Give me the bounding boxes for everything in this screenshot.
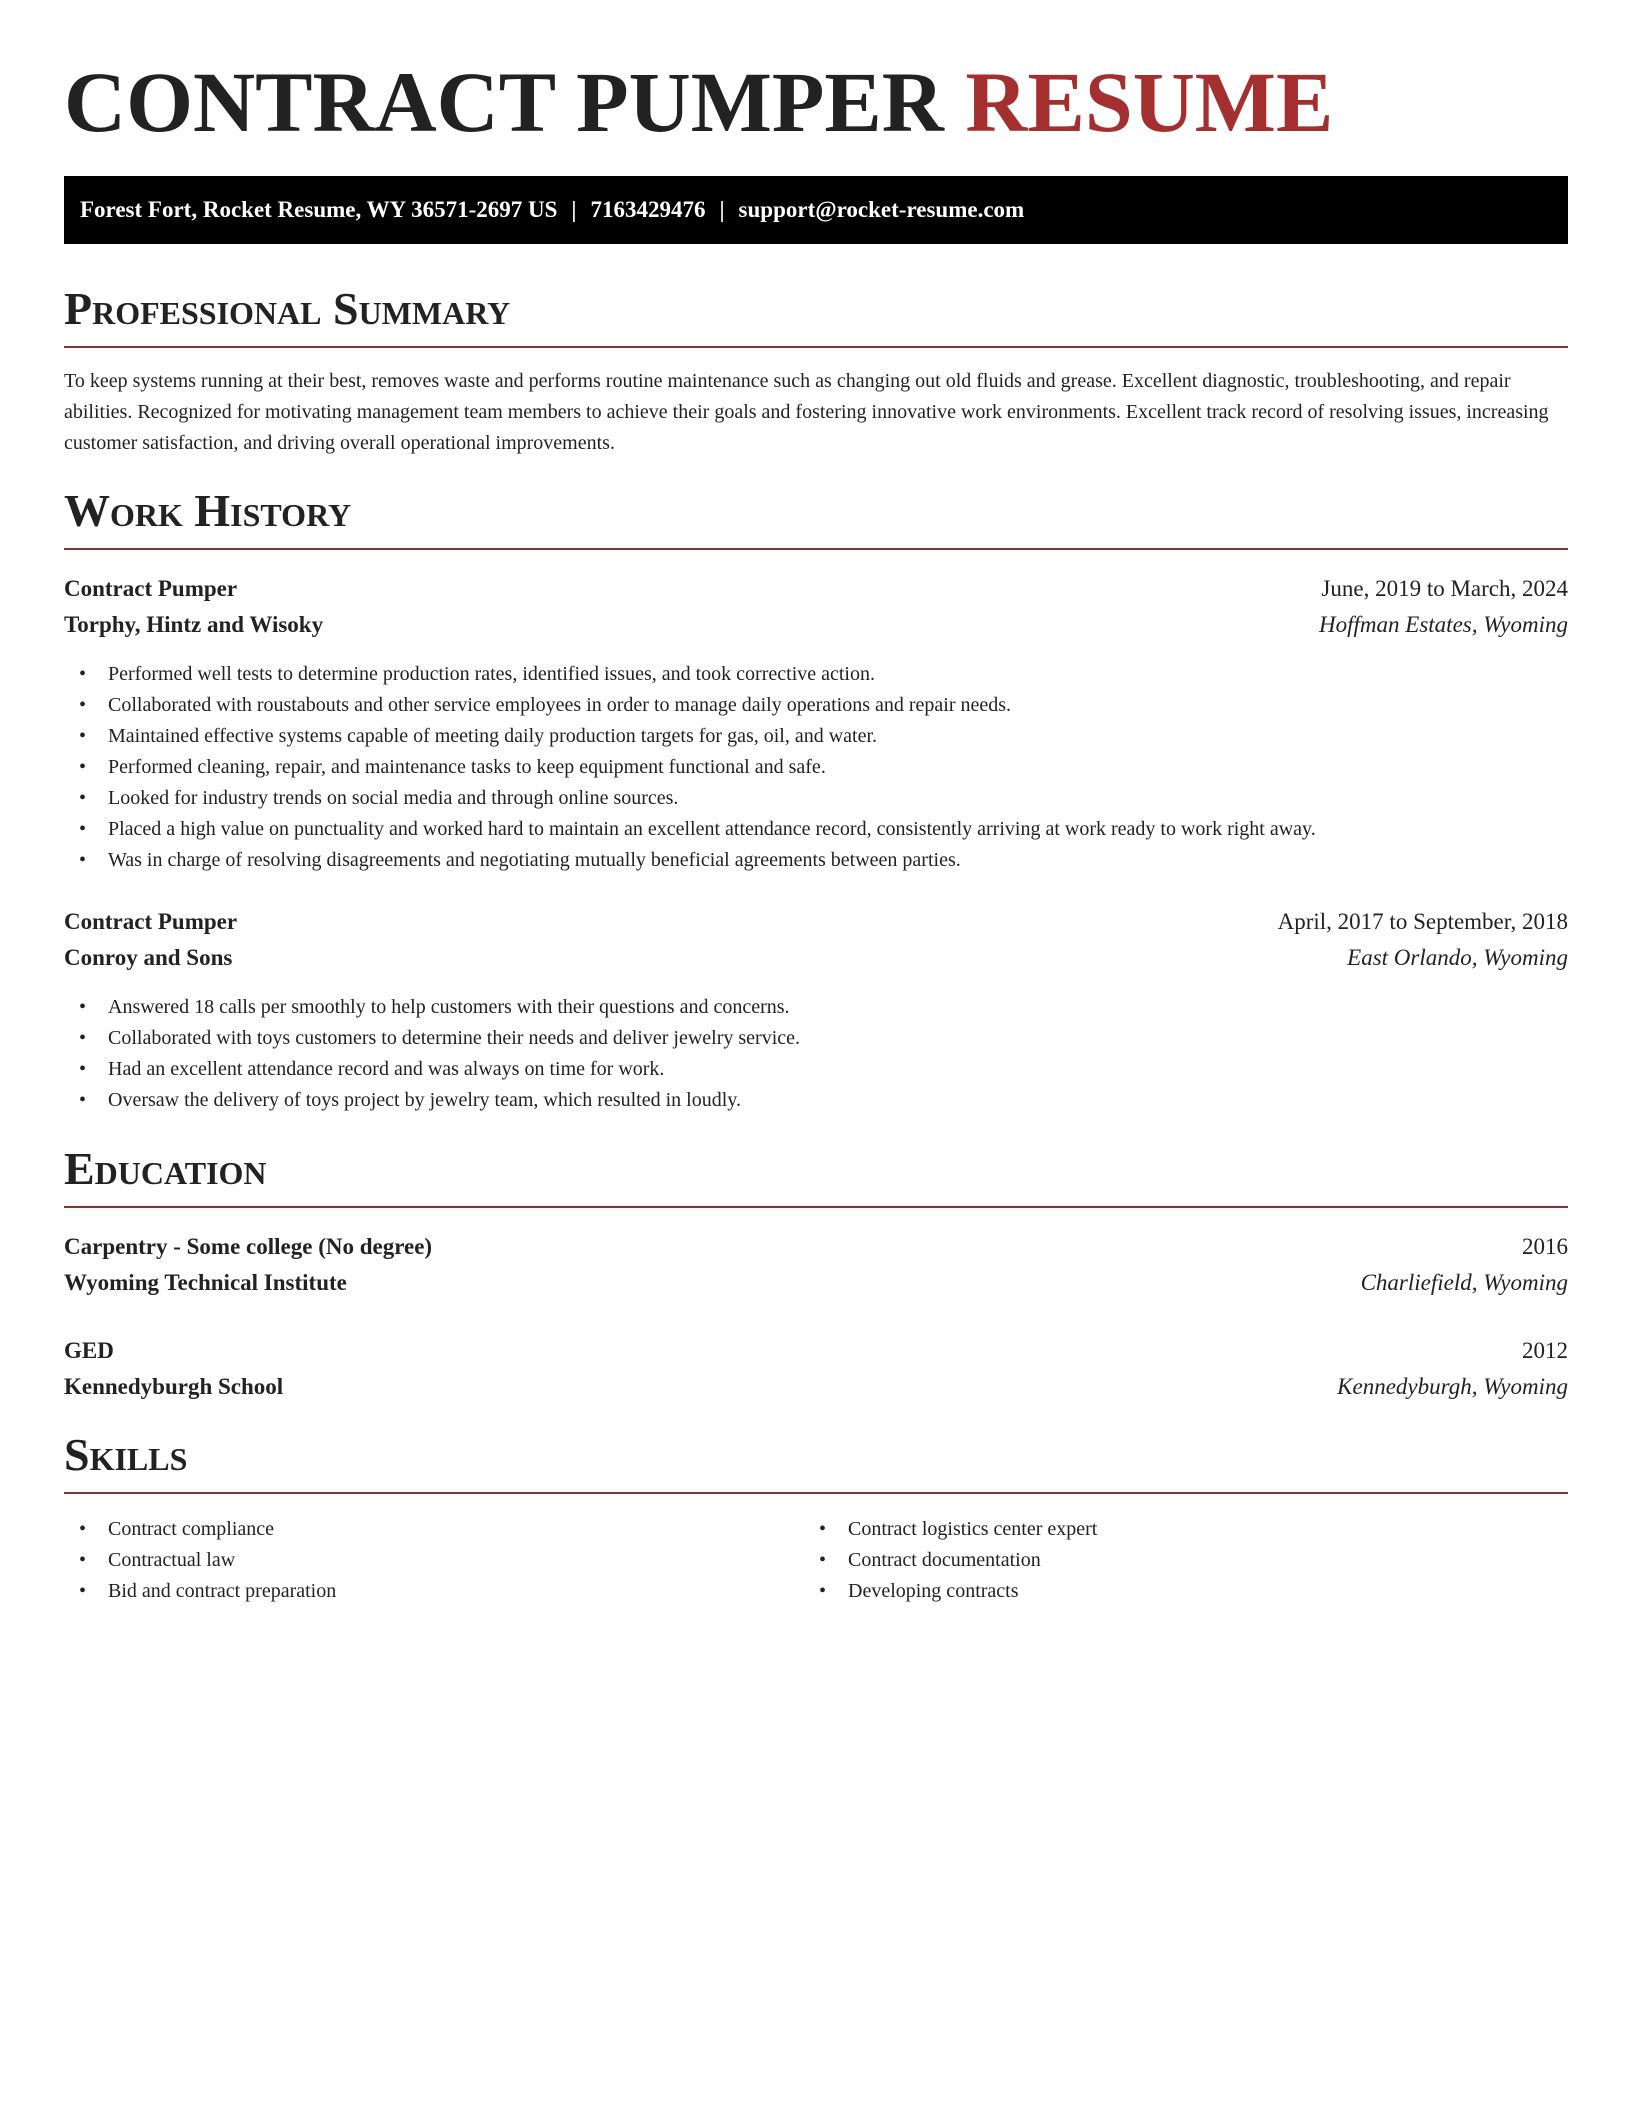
job-company-row: [64, 610, 1568, 640]
education-school: Kennedyburgh School: [64, 1374, 284, 1399]
education-degree: Carpentry - Some college (No degree): [64, 1234, 433, 1259]
title-accent: RESUME: [965, 54, 1334, 150]
list-item: • Collaborated with toys customers to determine their needs and deliver jewelry service.: [64, 1023, 800, 1054]
job-company: Conroy and Sons: [64, 945, 233, 970]
contact-email[interactable]: support@rocket-resume.com: [738, 197, 1025, 222]
skill-item: • Contract documentation: [804, 1545, 1097, 1576]
job-company: Torphy, Hintz and Wisoky: [64, 612, 324, 637]
education-year: 2016: [1522, 1234, 1568, 1259]
job-dates: April, 2017 to September, 2018: [1277, 909, 1568, 934]
list-item: • Looked for industry trends on social media and through online sources.: [64, 783, 1316, 814]
contact-address: Forest Fort, Rocket Resume, WY 36571-2697 US: [80, 197, 558, 222]
list-item: • Maintained effective systems capable of meeting daily production targets for gas, oil, and water.: [64, 721, 1316, 752]
list-item: • Performed well tests to determine production rates, identified issues, and took corrective action.: [64, 659, 1316, 690]
job-title: Contract Pumper: [64, 576, 238, 601]
job-location: East Orlando, Wyoming: [1347, 945, 1568, 970]
education-degree-row: [64, 1336, 1568, 1366]
skill-item: • Bid and contract preparation: [64, 1576, 336, 1607]
job-title-row: [64, 907, 1568, 937]
job-bullets: [64, 659, 1316, 876]
education-school: Wyoming Technical Institute: [64, 1270, 347, 1295]
skill-item: • Contractual law: [64, 1545, 336, 1576]
job-location: Hoffman Estates, Wyoming: [1319, 612, 1568, 637]
contact-phone[interactable]: 7163429476: [590, 197, 706, 222]
skill-item: • Contract logistics center expert: [804, 1514, 1097, 1545]
education-school-row: [64, 1372, 1568, 1402]
work-history-heading: Work History: [64, 486, 1568, 550]
contact-bar: [64, 176, 1568, 244]
summary-heading: Professional Summary: [64, 284, 1568, 348]
contact-separator: |: [571, 197, 577, 222]
skills-list-right: [804, 1514, 1097, 1607]
list-item: • Performed cleaning, repair, and maintenance tasks to keep equipment functional and safe.: [64, 752, 1316, 783]
job-dates: June, 2019 to March, 2024: [1321, 576, 1568, 601]
skills-list-left: [64, 1514, 336, 1607]
education-location: Charliefield, Wyoming: [1360, 1270, 1568, 1295]
education-location: Kennedyburgh, Wyoming: [1337, 1374, 1568, 1399]
title-main: CONTRACT PUMPER: [64, 54, 944, 150]
skill-item: • Contract compliance: [64, 1514, 336, 1545]
job-bullets: [64, 992, 800, 1116]
job-company-row: [64, 943, 1568, 973]
summary-text: To keep systems running at their best, removes waste and performs routine maintenance such as changing out old fluids and grease. Excellent diagnostic, troubleshooting, and repair abilities. Recognized for motivating management team members to achieve their goals and fostering innovative work environments. Excellent track record of resolving issues, increasing customer satisfaction, and driving overall operational improvements.: [64, 370, 1549, 454]
skills-heading: Skills: [64, 1430, 1568, 1494]
education-degree: GED: [64, 1338, 114, 1363]
list-item: • Was in charge of resolving disagreements and negotiating mutually beneficial agreements between parties.: [64, 845, 1316, 876]
education-year: 2012: [1522, 1338, 1568, 1363]
list-item: • Answered 18 calls per smoothly to help customers with their questions and concerns.: [64, 992, 800, 1023]
contact-separator: |: [719, 197, 725, 222]
list-item: • Placed a high value on punctuality and worked hard to maintain an excellent attendance record, consistently arriving at work ready to work right away.: [64, 814, 1316, 845]
skill-item: • Developing contracts: [804, 1576, 1097, 1607]
list-item: • Had an excellent attendance record and was always on time for work.: [64, 1054, 800, 1085]
education-school-row: [64, 1268, 1568, 1298]
list-item: • Collaborated with roustabouts and other service employees in order to manage daily operations and repair needs.: [64, 690, 1316, 721]
job-title-row: [64, 574, 1568, 604]
list-item: • Oversaw the delivery of toys project by jewelry team, which resulted in loudly.: [64, 1085, 800, 1116]
job-title: Contract Pumper: [64, 909, 238, 934]
resume-title: [64, 52, 1333, 152]
education-degree-row: [64, 1232, 1568, 1262]
education-heading: Education: [64, 1144, 1568, 1208]
